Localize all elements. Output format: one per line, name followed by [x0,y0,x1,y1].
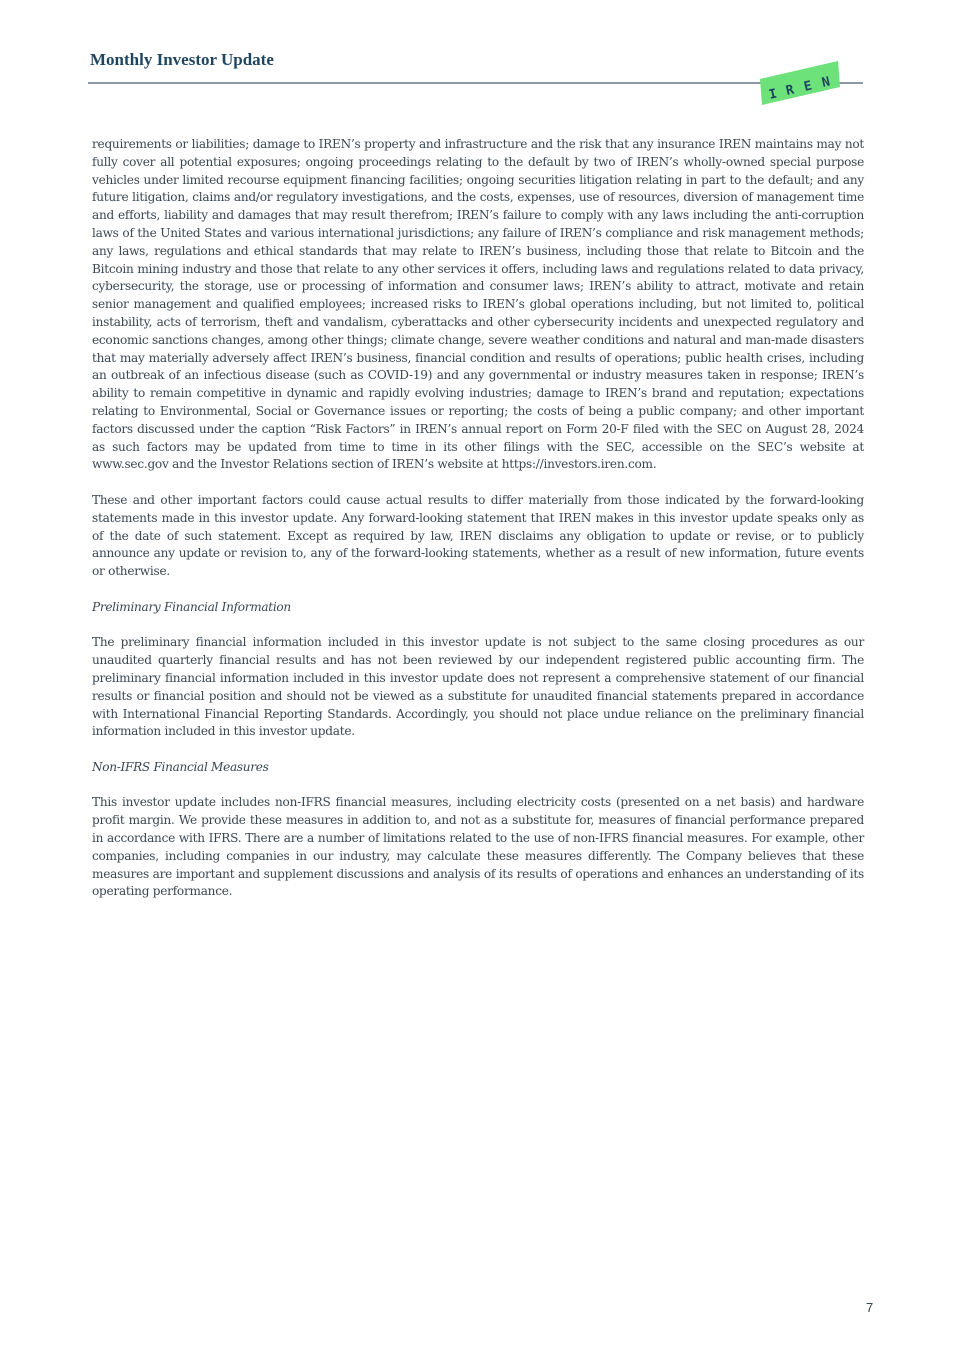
page-number: 7 [866,1300,874,1315]
preliminary-financial-paragraph: The preliminary financial information included in this investor update is not subject to the same closing procedures as our unaudited quarterly financial results and has not been reviewed by our independent registered public accounting firm. The preliminary financial information included in this investor update does not represent a comprehensive statement of our financial results or financial position and should not be viewed as a substitute for unaudited financial statements prepared in accordance with International Financial Reporting Standards. Accordingly, you should not place undue reliance on the preliminary financial information included in this investor update. [92,635,864,739]
non-ifrs-heading: Non-IFRS Financial Measures [92,759,269,774]
non-ifrs-paragraph: This investor update includes non-IFRS financial measures, including electricity costs (presented on a net basis) and hardware profit margin. We provide these measures in addition to, and not as a substitute for, measures of financial performance prepared in accordance with IFRS. There are a number of limitations related to the use of non-IFRS financial measures. For example, other companies, including companies in our industry, may calculate these measures differently. The Company believes that these measures are important and supplement discussions and analysis of its results of operations and enhances an understanding of its operating performance. [92,795,864,899]
header-divider [88,82,863,84]
logo-letter-e: E [802,78,814,95]
logo-letter-r: R [784,82,796,99]
logo-letter-n: N [820,74,832,91]
page-title: Monthly Investor Update [90,50,274,69]
document-body [92,136,864,919]
risk-factors-paragraph: requirements or liabilities; damage to IREN’s property and infrastructure and the risk that any insurance IREN maintains may not fully cover all potential exposures; ongoing proceedings relating to the default by two of IREN’s wholly-owned special purpose vehicles under limited recourse equipment financing facilities; ongoing securities litigation relating in part to the default; and any future litigation, claims and/or regulatory investigations, and the costs, expenses, use of resources, diversion of management time and efforts, liability and damages that may result therefrom; IREN’s failure to comply with any laws including the anti-corruption laws of the United States and various international jurisdictions; any failure of IREN’s compliance and risk management methods; any laws, regulations and ethical standards that may relate to IREN’s business, including those that relate to Bitcoin and the Bitcoin mining industry and those that relate to any other services it offers, including laws and regulations related to data privacy, cybersecurity, the storage, use or processing of information and consumer laws; IREN’s ability to attract, motivate and retain senior management and qualified employees; increased risks to IREN’s global operations including, but not limited to, political instability, acts of terrorism, theft and vandalism, cyberattacks and other cybersecurity incidents and unexpected regulatory and economic sanctions changes, among other things; climate change, severe weather conditions and natural and man-made disasters that may materially adversely affect IREN’s business, financial condition and results of operations; public health crises, including an outbreak of an infectious disease (such as COVID-19) and any governmental or industry measures taken in response; IREN’s ability to remain competitive in dynamic and rapidly evolving industries; damage to IREN’s brand and reputation; expectations relating to Environmental, Social or Governance issues or reporting; the costs of being a public company; and other important factors discussed under the caption “Risk Factors” in IREN’s annual report on Form 20-F filed with the SEC on August 28, 2024 as such factors may be updated from time to time in its other filings with the SEC, accessible on the SEC’s website at www.sec.gov and the Investor Relations section of IREN’s website at https://investors.iren.com. [92,137,864,472]
logo-letter-i: I [767,86,779,103]
forward-looking-paragraph: These and other important factors could cause actual results to differ materially from those indicated by the forward-looking statements made in this investor update. Any forward-looking statement that IREN makes in this investor update speaks only as of the date of such statement. Except as required by law, IREN disclaims any obligation to update or revise, or to publicly announce any update or revision to, any of the forward-looking statements, whether as a result of new information, future events or otherwise. [92,492,864,579]
preliminary-financial-heading: Preliminary Financial Information [92,599,291,614]
iren-logo [760,61,840,105]
